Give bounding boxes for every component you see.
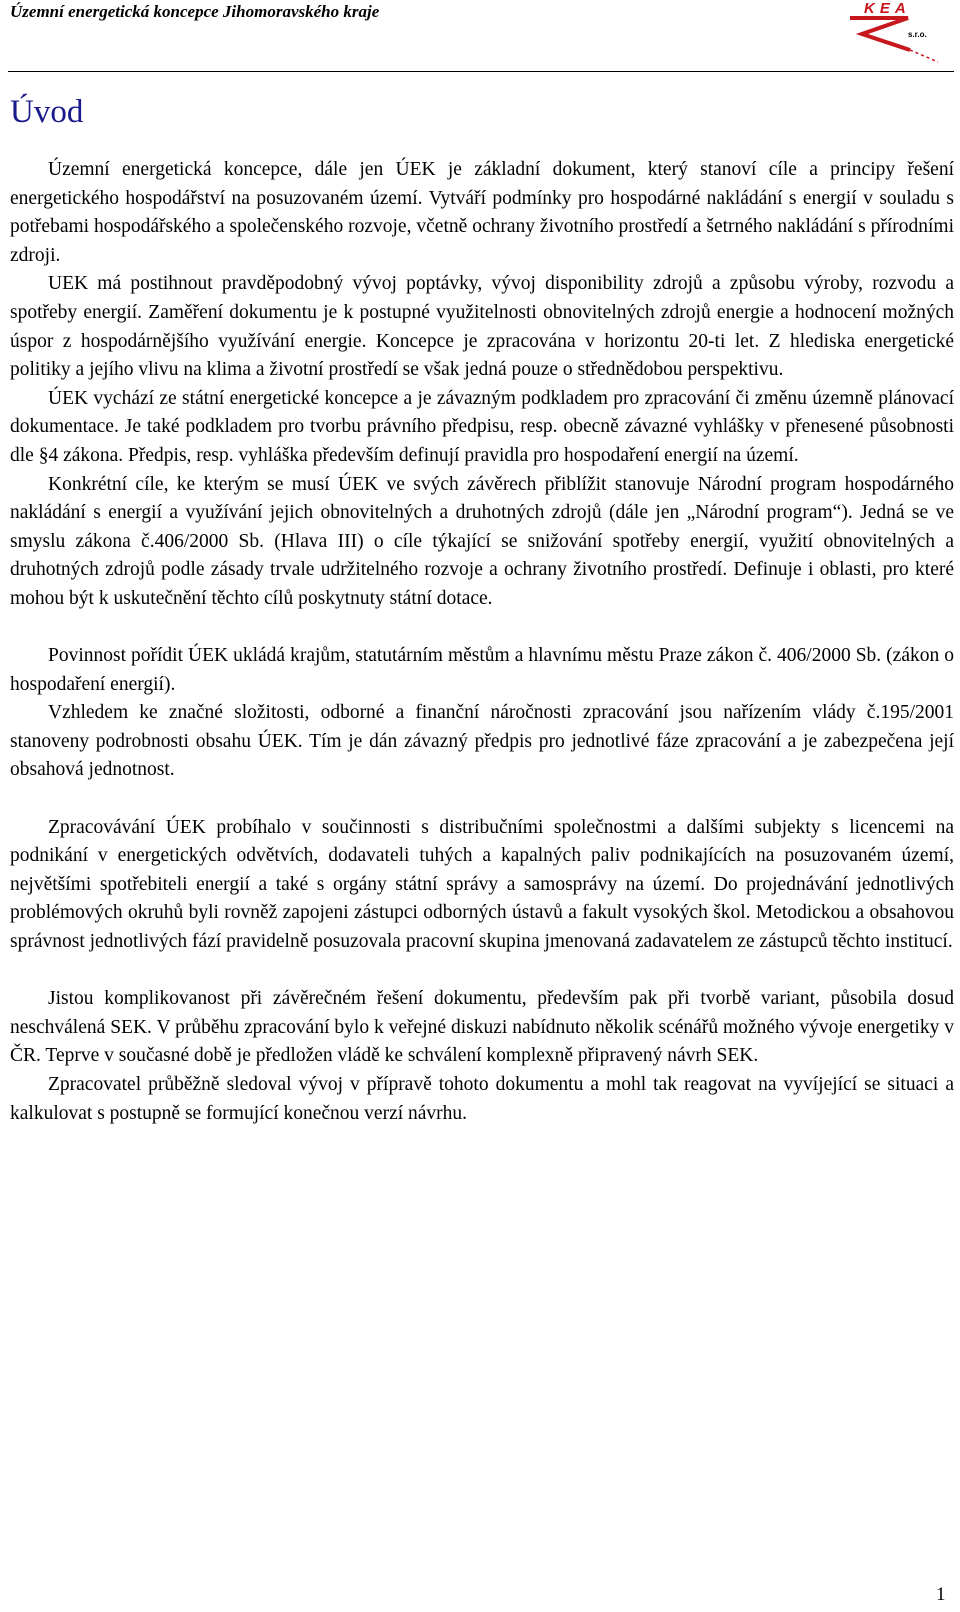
page-header <box>0 0 960 73</box>
paragraph: Územní energetická koncepce, dále jen ÚEK je základní dokument, který stanoví cíle a principy řešení energetického hospodářství na posuzovaném území. Vytváří podmínky pro hospodárné nakládání s energií v souladu s potřebami hospodářského a společenského rozvoje, včetně ochrany životního prostředí a šetrného nakládání s přírodními zdroji. <box>10 159 954 266</box>
logo-subtext: s.r.o. <box>908 30 927 39</box>
paragraph: Vzhledem ke značné složitosti, odborné a finanční náročnosti zpracování jsou nařízením vlády č.195/2001 stanoveny podrobnosti obsahu ÚEK. Tím je dán závazný předpis pro jednotlivé fáze zpracování a je zabezpečena její obsahová jednotnost. <box>10 702 954 781</box>
paragraph: Jistou komplikovanost při závěrečném řešení dokumentu, především pak při tvorbě variant, působila dosud neschválená SEK. V průběhu zpracování bylo k veřejné diskuzi nabídnuto několik scénářů možného vývoje energetiky v ČR. Teprve v současné době je předložen vládě ke schválení komplexně připravený návrh SEK. <box>10 988 954 1067</box>
logo-text: KEA <box>864 0 911 17</box>
paragraph: Zpracovatel průběžně sledoval vývoj v přípravě tohoto dokumentu a mohl tak reagovat na vyvíjející se situaci a kalkulovat s postupně se formující konečnou verzí návrhu. <box>10 1074 954 1124</box>
header-divider <box>8 71 954 72</box>
paragraph: UEK má postihnout pravděpodobný vývoj poptávky, vývoj disponibility zdrojů a způsobu výroby, rozvodu a spotřeby energií. Zaměření dokumentu je k postupné využitelnosti obnovitelných zdrojů energie a hodnocení možných úspor z hospodárnějšího využívání energie. Koncepce je zpracována v horizontu 20-ti let. Z hlediska energetické politiky a jejího vlivu na klima a životní prostředí se však jedná pouze o střednědobou perspektivu. <box>10 273 954 381</box>
section-title: Úvod <box>10 94 84 130</box>
document-body <box>10 156 954 1128</box>
page-number: 1 <box>936 1584 946 1605</box>
header-title: Územní energetická koncepce Jihomoravského kraje <box>10 2 380 21</box>
paragraph: Povinnost pořídit ÚEK ukládá krajům, statutárním městům a hlavnímu městu Praze zákon č. 406/2000 Sb. (zákon o hospodaření energií). <box>10 645 954 695</box>
paragraph: Konkrétní cíle, ke kterým se musí ÚEK ve svých závěrech přiblížit stanovuje Národní program hospodárného nakládání s energií a využívání jejich obnovitelných a druhotných zdrojů (dále jen „Národní program“). Jedná se ve smyslu zákona č.406/2000 Sb. (Hlava III) o cíle týkající se snižování spotřeby energií, využití obnovitelných a druhotných zdrojů podle zásady trvale udržitelného rozvoje a ochrany životního prostředí. Definuje i oblasti, pro které mohou být k uskutečnění těchto cílů poskytnuty státní dotace. <box>10 473 954 609</box>
kea-logo <box>848 0 948 68</box>
paragraph: Zpracovávání ÚEK probíhalo v součinnosti s distribučními společnostmi a dalšími subjekty s licencemi na podnikání v energetických odvětvích, dodavateli tuhých a kapalných paliv podnikajících na posuzovaném území, největšími spotřebiteli energií a také s orgány státní správy a samosprávy na území. Do projednávání jednotlivých problémových okruhů byli rovněž zapojeni zástupci odborných ústavů a fakult vysokých škol. Metodickou a obsahovou správnost jednotlivých fází pravidelně posuzovala pracovní skupina jmenovaná zadavatelem ze zástupců těchto institucí. <box>10 816 954 953</box>
paragraph: ÚEK vychází ze státní energetické koncepce a je závazným podkladem pro zpracování či změnu územně plánovací dokumentace. Je také podkladem pro tvorbu právního předpisu, resp. obecně závazné vyhlášky v přenesené působnosti dle §4 zákona. Předpis, resp. vyhláška především definují pravidla pro hospodaření energií na území. <box>10 387 954 466</box>
